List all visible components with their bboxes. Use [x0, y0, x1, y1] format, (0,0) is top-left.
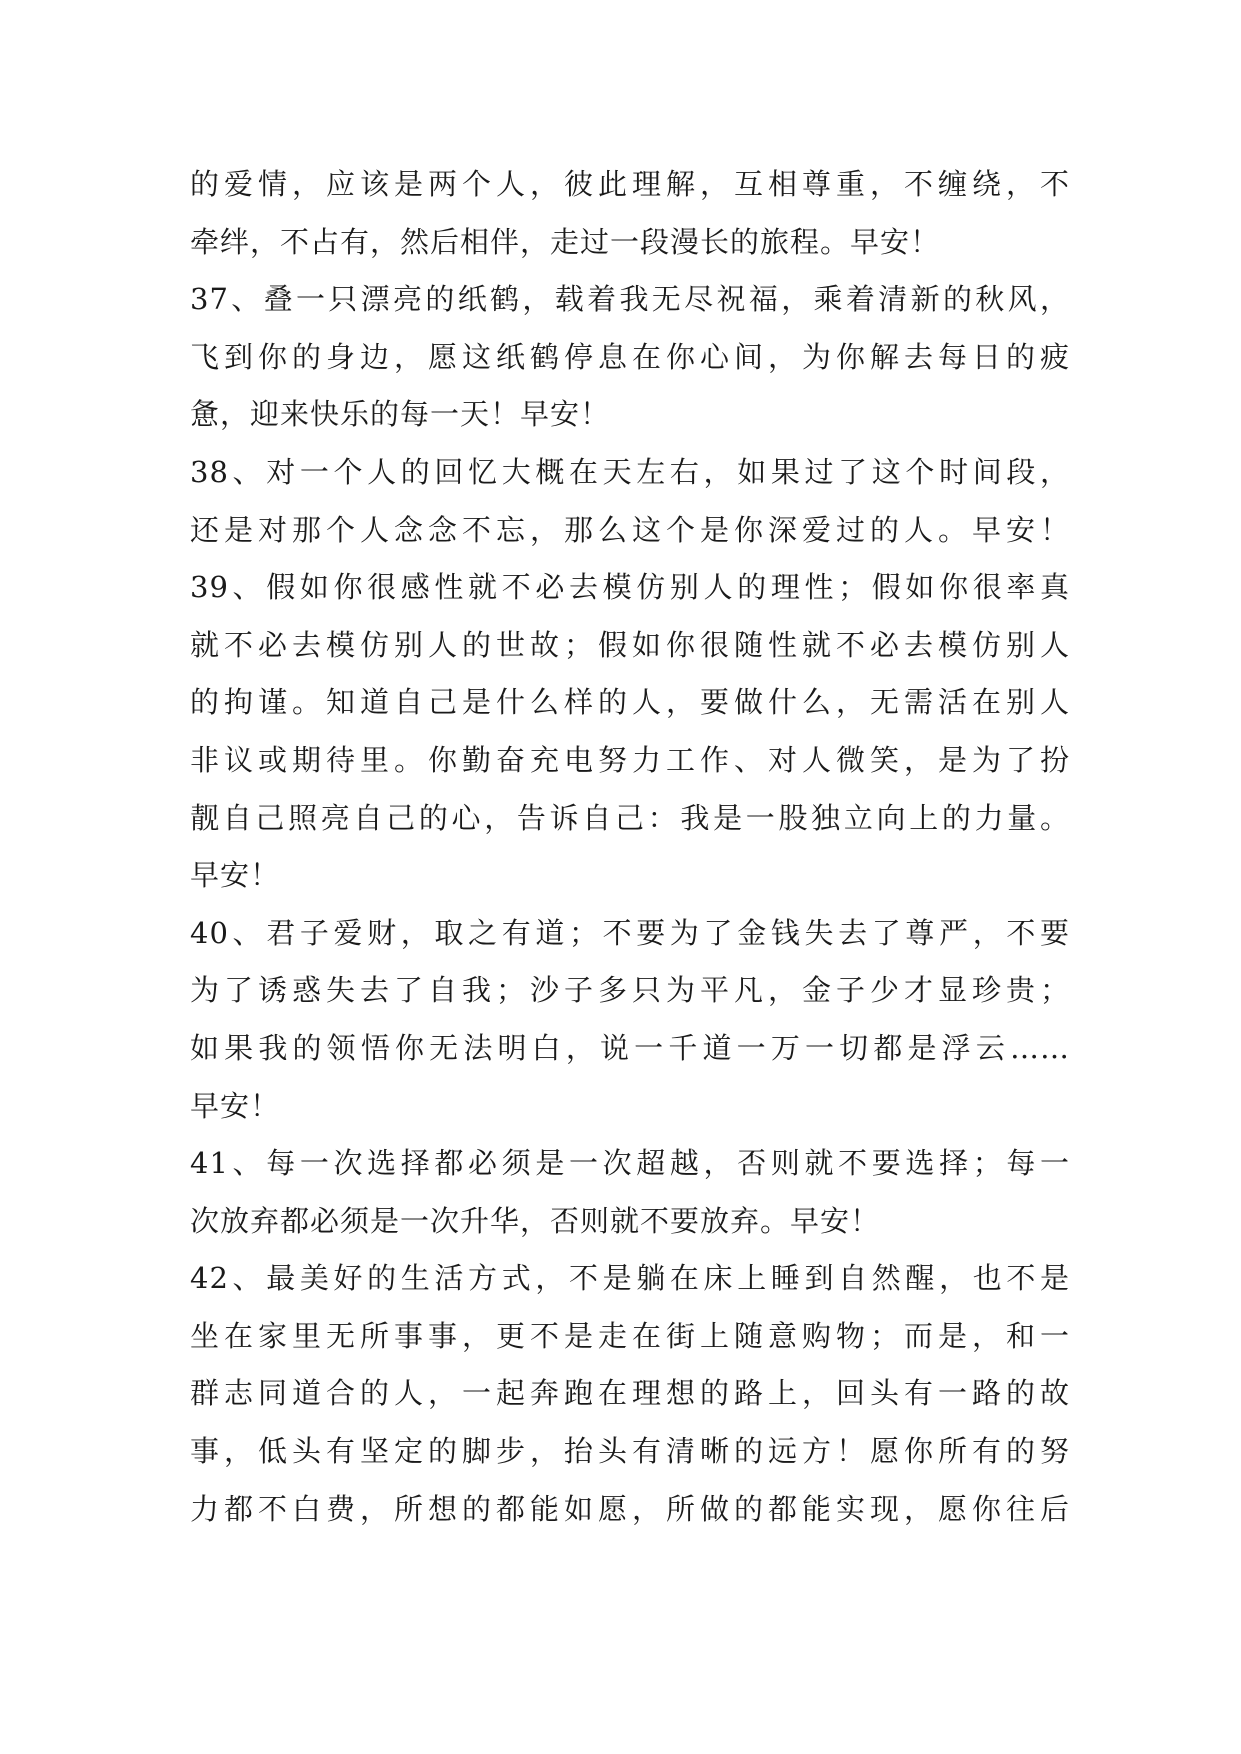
text-line-11: 非议或期待里。你勤奋充电努力工作、对人微笑，是为了扮 [190, 742, 1070, 777]
text-line-24: 力都不白费，所想的都能如愿，所做的都能实现，愿你往后 [190, 1491, 1070, 1526]
text-line-2: 牵绊，不占有，然后相伴，走过一段漫长的旅程。早安！ [190, 224, 941, 259]
text-line-1: 的爱情，应该是两个人，彼此理解，互相尊重，不缠绕，不 [190, 167, 1070, 201]
text-line-13: 早安！ [190, 858, 281, 893]
text-line-19: 次放弃都必须是一次升华，否则就不要放弃。早安！ [190, 1203, 881, 1238]
text-line-3: 37、叠一只漂亮的纸鹤，载着我无尽祝福，乘着清新的秋风， [190, 282, 1070, 317]
text-line-14: 40、君子爱财，取之有道；不要为了金钱失去了尊严，不要 [190, 915, 1070, 950]
text-line-10: 的拘谨。知道自己是什么样的人，要做什么，无需活在别人 [190, 685, 1070, 720]
text-line-17: 早安！ [190, 1088, 281, 1123]
text-line-8: 39、假如你很感性就不必去模仿别人的理性；假如你很率真 [190, 570, 1070, 605]
text-line-5: 惫，迎来快乐的每一天！早安！ [190, 397, 611, 432]
text-line-7: 还是对那个人念念不忘，那么这个是你深爱过的人。早安！ [190, 512, 1070, 547]
text-line-9: 就不必去模仿别人的世故；假如你很随性就不必去模仿别人 [190, 627, 1070, 662]
text-line-22: 群志同道合的人，一起奔跑在理想的路上，回头有一路的故 [190, 1376, 1070, 1411]
text-line-21: 坐在家里无所事事，更不是走在街上随意购物；而是，和一 [190, 1318, 1070, 1353]
text-line-4: 飞到你的身边，愿这纸鹤停息在你心间，为你解去每日的疲 [190, 339, 1070, 374]
text-line-20: 42、最美好的生活方式，不是躺在床上睡到自然醒，也不是 [190, 1261, 1070, 1296]
text-line-16: 如果我的领悟你无法明白，说一千道一万一切都是浮云…… [190, 1030, 1070, 1065]
text-line-18: 41、每一次选择都必须是一次超越，否则就不要选择；每一 [190, 1146, 1070, 1181]
text-line-12: 靓自己照亮自己的心，告诉自己：我是一股独立向上的力量。 [190, 800, 1070, 835]
text-line-15: 为了诱惑失去了自我；沙子多只为平凡，金子少才显珍贵； [190, 973, 1070, 1008]
text-line-23: 事，低头有坚定的脚步，抬头有清晰的远方！愿你所有的努 [190, 1434, 1070, 1469]
text-line-6: 38、对一个人的回忆大概在天左右，如果过了这个时间段， [190, 454, 1070, 489]
body-text [190, 156, 1070, 1538]
